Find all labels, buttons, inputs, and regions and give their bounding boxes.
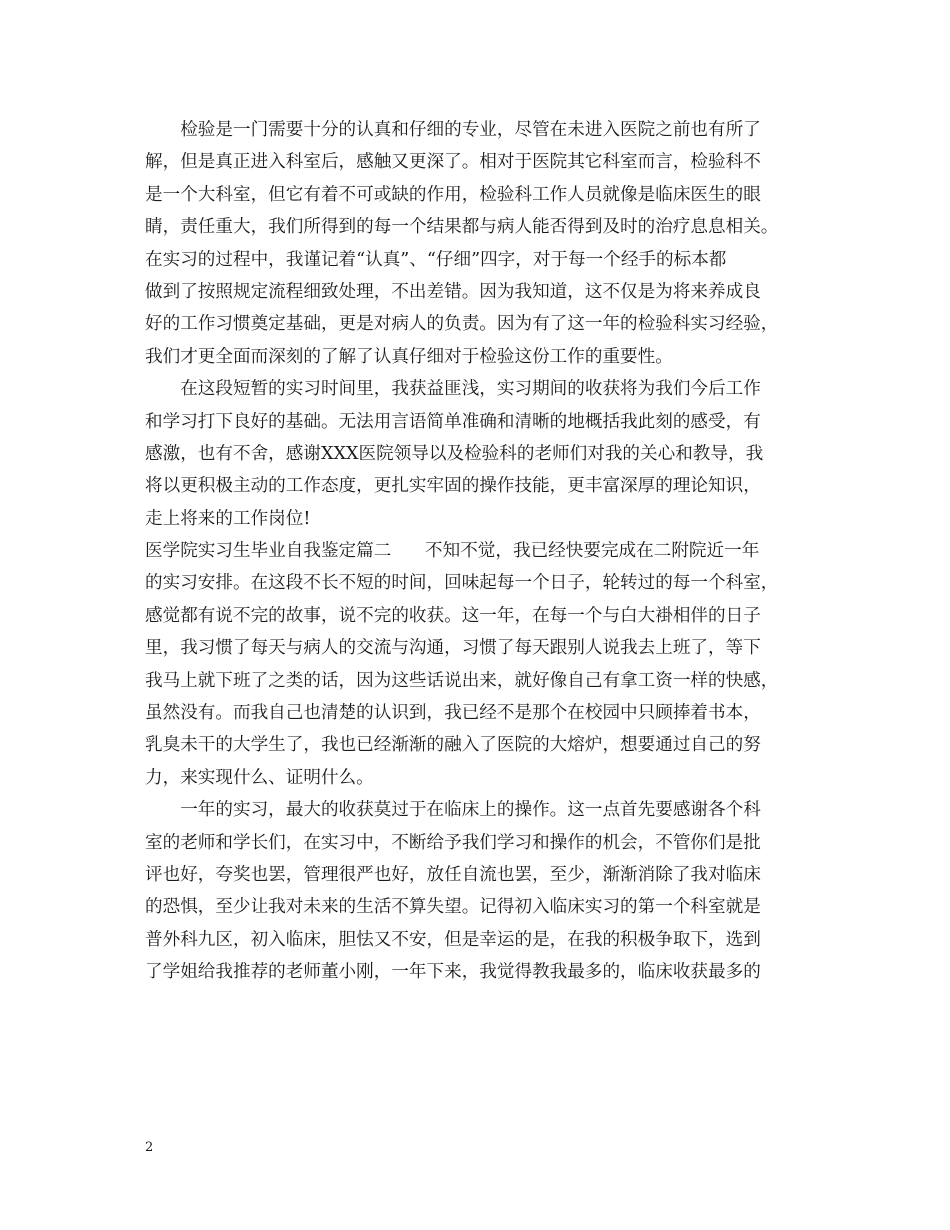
text-line: 和学习打下良好的基础。无法用言语简单准确和清晰的地概括我此刻的感受，有: [145, 411, 761, 432]
text-line: 评也好，夸奖也罢，管理很严也好，放任自流也罢，至少，渐渐消除了我对临床: [145, 864, 761, 885]
page-number: 2: [145, 1140, 154, 1155]
text-line: 力，来实现什么、证明什么。: [145, 767, 374, 788]
text-line: 做到了按照规定流程细致处理，不出差错。因为我知道，这不仅是为将来养成良: [145, 281, 761, 302]
text-line: 我马上就下班了之类的话，因为这些话说出来，就好像自己有拿工资一样的快感，: [145, 670, 779, 691]
text-line: 的恐惧，至少让我对未来的生活不算失望。记得初入临床实习的第一个科室就是: [145, 897, 761, 918]
paragraph-3: [145, 535, 825, 794]
document-body: [145, 114, 825, 989]
text-line: 走上将来的工作岗位!: [145, 508, 311, 529]
paragraph-1: [145, 114, 825, 373]
text-line: 虽然没有。而我自己也清楚的认识到，我已经不是那个在校园中只顾捧着书本，: [145, 703, 761, 724]
paragraph-4: [145, 794, 825, 988]
text-line: 将以更积极主动的工作态度，更扎实牢固的操作技能，更丰富深厚的理论知识，: [145, 476, 761, 497]
text-line: 在这段短暂的实习时间里，我获益匪浅，实习期间的收获将为我们今后工作: [145, 379, 761, 400]
paragraph-2: [145, 373, 825, 535]
text-line: 乳臭未干的大学生了，我也已经渐渐的融入了医院的大熔炉，想要通过自己的努: [145, 735, 761, 756]
text-line: 睛，责任重大，我们所得到的每一个结果都与病人能否得到及时的治疗息息相关。: [145, 217, 779, 238]
text-line: 的实习安排。在这段不长不短的时间，回味起每一个日子，轮转过的每一个科室，: [145, 573, 779, 594]
text-line: 普外科九区，初入临床，胆怯又不安，但是幸运的是，在我的积极争取下，选到: [145, 929, 761, 950]
text-line: 感觉都有说不完的故事，说不完的收获。这一年，在每一个与白大褂相伴的日子: [145, 605, 761, 626]
text-line: 解，但是真正进入科室后，感触又更深了。相对于医院其它科室而言，检验科不: [145, 152, 761, 173]
text-line: 了学姐给我推荐的老师董小刚，一年下来，我觉得教我最多的，临床收获最多的: [145, 962, 761, 983]
text-line: 一年的实习，最大的收获莫过于在临床上的操作。这一点首先要感谢各个科: [145, 800, 761, 821]
text-line: 里，我习惯了每天与病人的交流与沟通，习惯了每天跟别人说我去上班了，等下: [145, 638, 761, 659]
text-line: 在实习的过程中，我谨记着“认真”、“仔细”四字，对于每一个经手的标本都: [145, 249, 727, 270]
text-line: 室的老师和学长们，在实习中，不断给予我们学习和操作的机会，不管你们是批: [145, 832, 761, 853]
text-line: 我们才更全面而深刻的了解了认真仔细对于检验这份工作的重要性。: [145, 346, 673, 367]
section-heading-line: [145, 535, 825, 567]
section-title: 医学院实习生毕业自我鉴定篇二: [145, 541, 392, 562]
text-line: 不知不觉，我已经快要完成在二附院近一年: [425, 541, 760, 562]
text-line: 好的工作习惯奠定基础，更是对病人的负责。因为有了这一年的检验科实习经验，: [145, 314, 779, 335]
text-line: 检验是一门需要十分的认真和仔细的专业，尽管在未进入医院之前也有所了: [145, 120, 761, 140]
text-line: 感激，也有不舍，感谢XXX医院领导以及检验科的老师们对我的关心和教导，我: [145, 443, 764, 464]
text-line: 是一个大科室，但它有着不可或缺的作用，检验科工作人员就像是临床医生的眼: [145, 184, 761, 205]
